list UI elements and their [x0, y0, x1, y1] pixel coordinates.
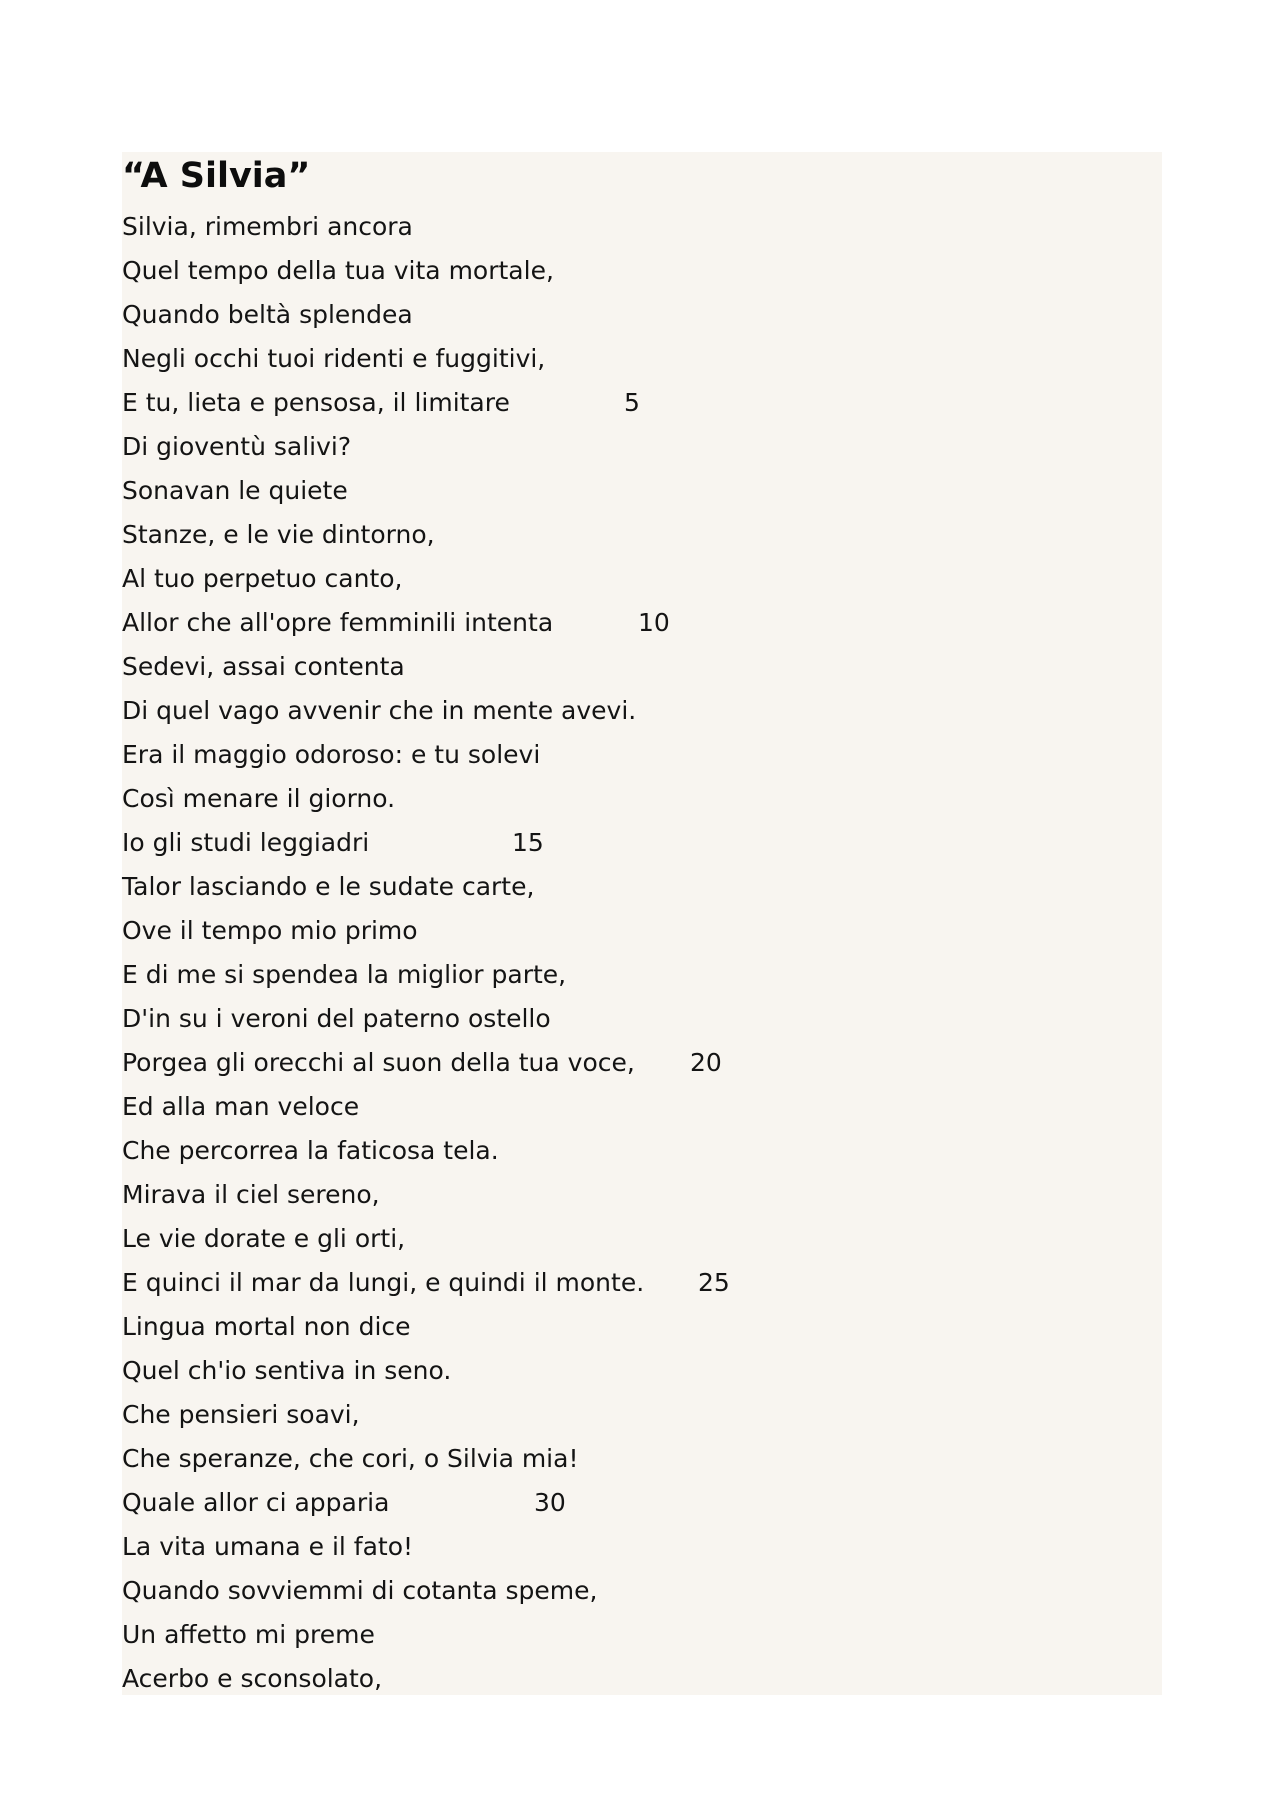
verse-text: Quel ch'io sentiva in seno. [122, 1356, 452, 1385]
verse-text: Così menare il giorno. [122, 784, 396, 813]
poem-line [122, 1569, 644, 1613]
poem-line [122, 1481, 644, 1525]
poem-line [122, 469, 644, 513]
verse-text: E quinci il mar da lungi, e quindi il monte. [122, 1268, 645, 1297]
poem-line [122, 293, 644, 337]
verse-text: E tu, lieta e pensosa, il limitare [122, 388, 510, 417]
verse-text: Sedevi, assai contenta [122, 652, 405, 681]
line-number: 30 [534, 1488, 566, 1517]
poem-line [122, 689, 644, 733]
poem-line [122, 1393, 644, 1437]
verse-text: Allor che all'opre femminili intenta [122, 608, 554, 637]
verse-text: Quale allor ci apparia [122, 1488, 390, 1517]
verse-text: Io gli studi leggiadri [122, 828, 370, 857]
line-number: 25 [698, 1268, 730, 1297]
poem-line [122, 513, 644, 557]
poem-line [122, 1613, 644, 1657]
poem-line [122, 205, 644, 249]
poem-line [122, 1041, 722, 1085]
poem-lines [122, 205, 730, 1701]
verse-text: Mirava il ciel sereno, [122, 1180, 380, 1209]
verse-text: Ove il tempo mio primo [122, 916, 418, 945]
poem-line [122, 645, 644, 689]
verse-text: Sonavan le quiete [122, 476, 348, 505]
poem-line [122, 337, 644, 381]
poem-line [122, 381, 644, 425]
poem-line [122, 865, 644, 909]
poem-line [122, 733, 644, 777]
verse-text: Che pensieri soavi, [122, 1400, 360, 1429]
poem-line [122, 1085, 644, 1129]
verse-text: Al tuo perpetuo canto, [122, 564, 403, 593]
verse-text: Era il maggio odoroso: e tu solevi [122, 740, 541, 769]
poem-line [122, 821, 644, 865]
verse-text: La vita umana e il fato! [122, 1532, 414, 1561]
verse-text: Di quel vago avvenir che in mente avevi. [122, 696, 637, 725]
line-number: 20 [690, 1048, 722, 1077]
poem-line [122, 909, 644, 953]
poem-line [122, 777, 644, 821]
line-number: 5 [624, 388, 640, 417]
poem-line [122, 1261, 730, 1305]
verse-text: Che percorrea la faticosa tela. [122, 1136, 499, 1165]
verse-text: Ed alla man veloce [122, 1092, 360, 1121]
poem-line [122, 1525, 644, 1569]
verse-text: E di me si spendea la miglior parte, [122, 960, 567, 989]
poem-line [122, 557, 644, 601]
verse-text: Acerbo e sconsolato, [122, 1664, 383, 1693]
verse-text: Negli occhi tuoi ridenti e fuggitivi, [122, 344, 546, 373]
verse-text: Lingua mortal non dice [122, 1312, 411, 1341]
verse-text: Porgea gli orecchi al suon della tua voce, [122, 1048, 635, 1077]
verse-text: Le vie dorate e gli orti, [122, 1224, 406, 1253]
poem-line [122, 425, 644, 469]
line-number: 15 [512, 828, 544, 857]
poem-line [122, 997, 644, 1041]
verse-text: Che speranze, che cori, o Silvia mia! [122, 1444, 579, 1473]
verse-text: Quando beltà splendea [122, 300, 413, 329]
poem-line [122, 1173, 644, 1217]
poem-line [122, 953, 644, 997]
poem-line [122, 1129, 644, 1173]
poem-line [122, 601, 670, 645]
poem-line [122, 1349, 644, 1393]
verse-text: Talor lasciando e le sudate carte, [122, 872, 535, 901]
poem-line [122, 1437, 644, 1481]
verse-text: Silvia, rimembri ancora [122, 212, 413, 241]
poem-line [122, 1305, 644, 1349]
verse-text: Stanze, e le vie dintorno, [122, 520, 435, 549]
poem-title: “A Silvia” [122, 156, 311, 196]
verse-text: Quando sovviemmi di cotanta speme, [122, 1576, 598, 1605]
verse-text: Quel tempo della tua vita mortale, [122, 256, 554, 285]
poem-line [122, 249, 644, 293]
poem-line [122, 1657, 644, 1701]
line-number: 10 [638, 608, 670, 637]
poem-line [122, 1217, 644, 1261]
verse-text: Di gioventù salivi? [122, 432, 352, 461]
verse-text: D'in su i veroni del paterno ostello [122, 1004, 551, 1033]
verse-text: Un affetto mi preme [122, 1620, 375, 1649]
